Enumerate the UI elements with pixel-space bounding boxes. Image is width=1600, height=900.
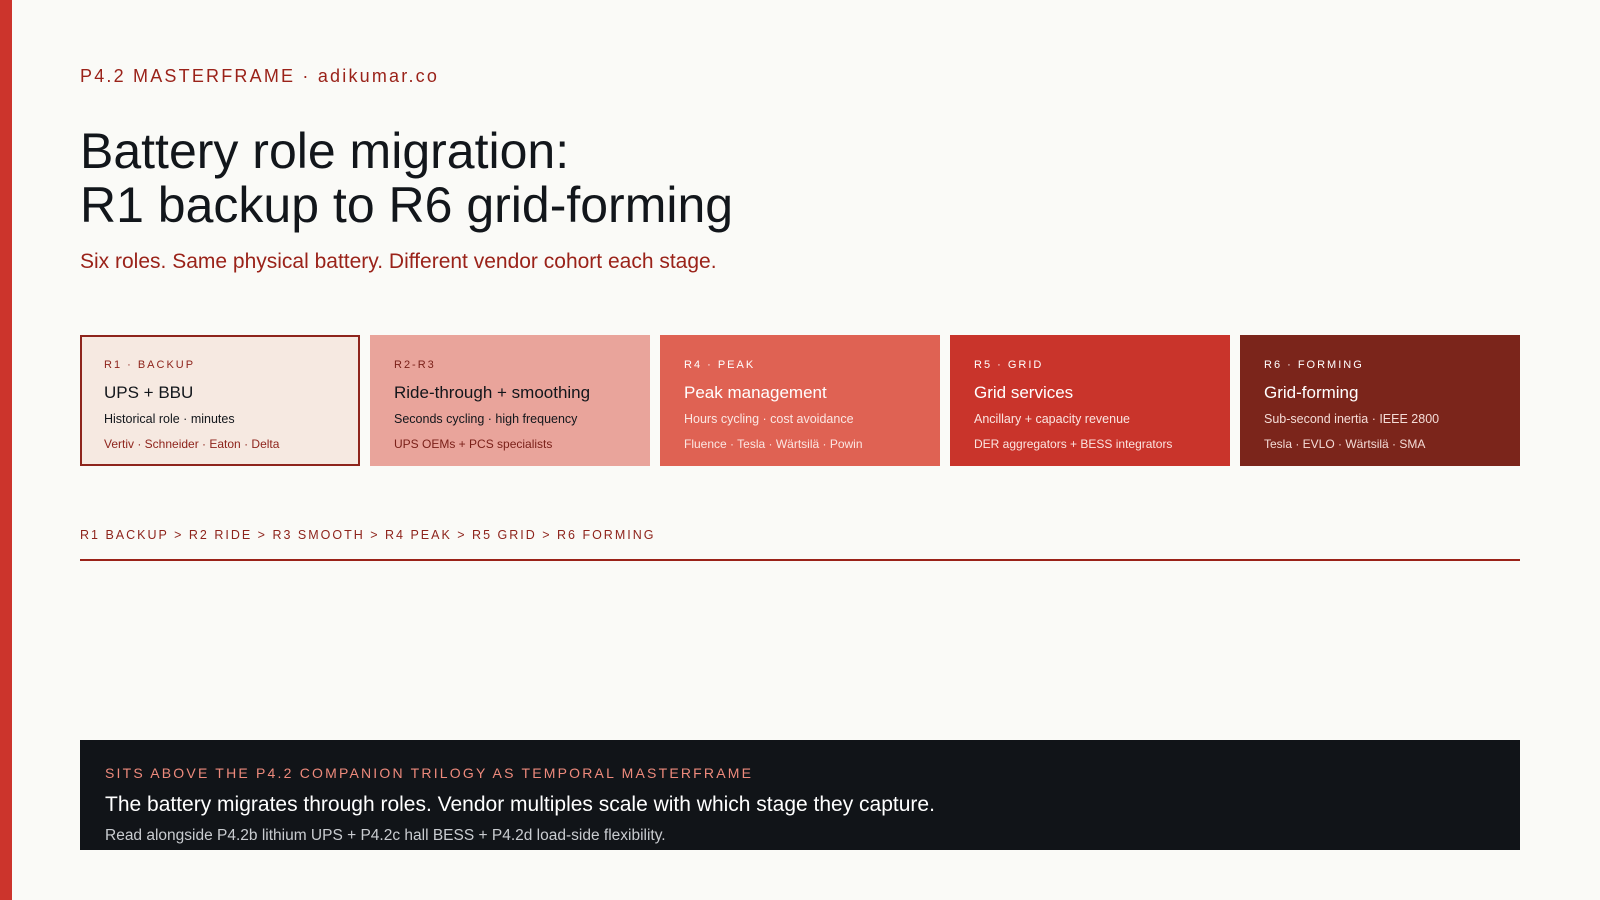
role-card-desc: Ancillary + capacity revenue [974,412,1130,426]
role-card-desc: Sub-second inertia · IEEE 2800 [1264,412,1440,426]
role-card-desc: Historical role · minutes [104,412,235,426]
role-card-r1 [80,335,360,466]
role-card-desc: Hours cycling · cost avoidance [684,412,854,426]
role-sequence: R1 BACKUP > R2 RIDE > R3 SMOOTH > R4 PEAK > R5 GRID > R6 FORMING [80,528,656,542]
role-card-tag: R4 · PEAK [684,359,756,371]
header-kicker: P4.2 MASTERFRAME · adikumar.co [80,66,440,86]
title-line-2: R1 backup to R6 grid-forming [80,177,734,233]
role-card-tag: R5 · GRID [974,359,1044,371]
footer-note: Read alongside P4.2b lithium UPS + P4.2c hall BESS + P4.2d load-side flexibility. [105,827,666,844]
role-card-tag: R2-R3 [394,359,436,371]
page-subtitle: Six roles. Same physical battery. Different vendor cohort each stage. [80,250,717,273]
page-title [80,124,733,232]
role-card-vendors: Fluence · Tesla · Wärtsilä · Powin [684,437,863,451]
role-card-r2-r3 [370,335,650,466]
role-card-vendors: DER aggregators + BESS integrators [974,437,1173,451]
role-card-name: Ride-through + smoothing [394,383,591,402]
sequence-divider [80,559,1520,561]
role-card-name: Peak management [684,383,827,402]
role-card-vendors: Vertiv · Schneider · Eaton · Delta [104,437,280,451]
role-card-tag: R6 · FORMING [1264,359,1364,371]
role-card-r6 [1240,335,1520,466]
footer-kicker: SITS ABOVE THE P4.2 COMPANION TRILOGY AS TEMPORAL MASTERFRAME [105,765,754,781]
footer-panel [80,740,1520,850]
role-card-r5 [950,335,1230,466]
role-card-desc: Seconds cycling · high frequency [394,412,578,426]
role-card-vendors: UPS OEMs + PCS specialists [394,437,553,451]
left-accent-bar [0,0,12,900]
role-card-name: Grid services [974,383,1074,402]
role-cards [80,335,1520,466]
role-card-name: Grid-forming [1264,383,1359,402]
footer-main-text: The battery migrates through roles. Vendor multiples scale with which stage they capture. [105,793,935,816]
role-card-name: UPS + BBU [104,383,194,402]
title-line-1: Battery role migration: [80,123,570,179]
role-card-vendors: Tesla · EVLO · Wärtsilä · SMA [1264,437,1426,451]
role-card-tag: R1 · BACKUP [104,359,196,371]
role-card-r4 [660,335,940,466]
